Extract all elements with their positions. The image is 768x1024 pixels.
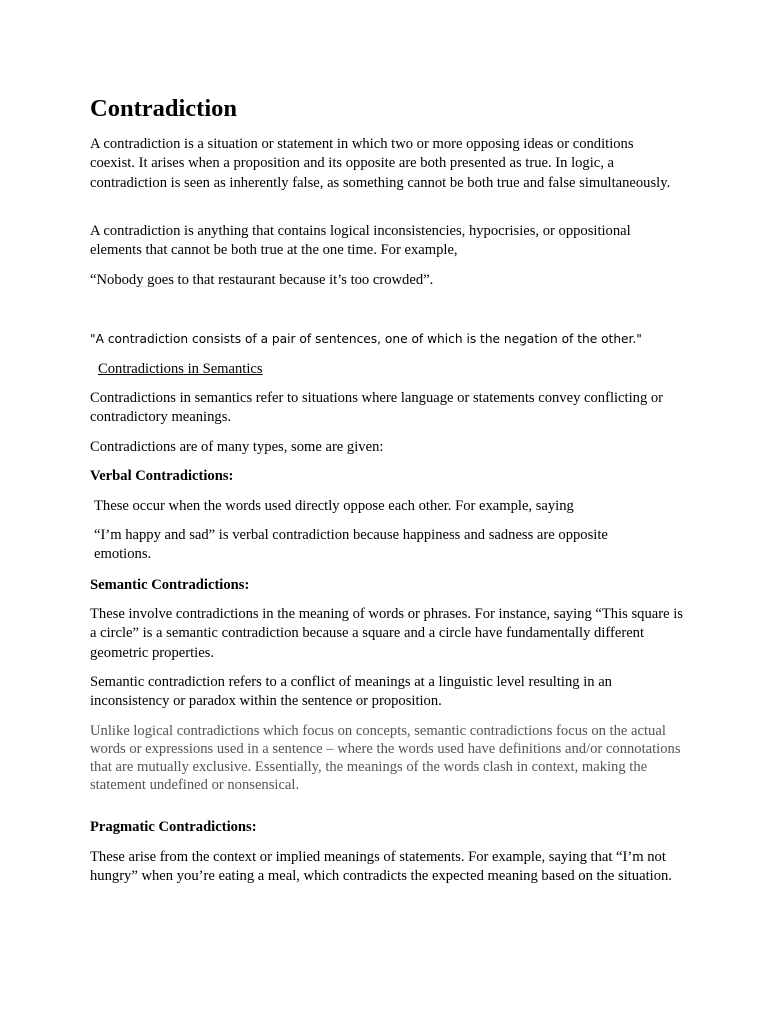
semantic-text: These involve contradictions in the meaning of words or phrases. For instance, saying “This square is a circle” is a semantic contradiction because a square and a circle have fundamentally different geometric properties.	[90, 606, 683, 661]
example-quote: “Nobody goes to that restaurant because it’s too crowded”.	[90, 272, 434, 288]
semantic-heading: Semantic Contradictions:	[90, 577, 250, 593]
pragmatic-heading: Pragmatic Contradictions:	[90, 819, 257, 835]
page-title: Contradiction	[90, 95, 237, 122]
pair-quote: "A contradiction consists of a pair of sentences, one of which is the negation of the other."	[90, 332, 642, 346]
semantics-intro-paragraph: Contradictions in semantics refer to situations where language or statements convey conflicting or contradictory meanings.	[90, 390, 664, 426]
pragmatic-text: These arise from the context or implied meanings of statements. For example, saying that “I’m not hungry” when you’re eating a meal, which contradicts the expected meaning based on the situation.	[90, 849, 672, 885]
intro-paragraph: A contradiction is a situation or statement in which two or more opposing ideas or conditions coexist. It arises when a proposition and its opposite are both presented as true. In logic, a contradiction is seen as inherently false, as something cannot be both true and false simultaneously.	[90, 136, 671, 191]
types-intro-paragraph: Contradictions are of many types, some are given:	[90, 439, 384, 455]
semantic-note: Unlike logical contradictions which focus on concepts, semantic contradictions focus on the actual words or expressions used in a sentence – where the words used have definitions and/or connotations that are mutually exclusive. Essentially, the meanings of the words clash in context, making the statement undefined or nonsensical.	[90, 723, 681, 793]
verbal-text: These occur when the words used directly oppose each other. For example, saying	[94, 498, 574, 514]
semantic-definition: Semantic contradiction refers to a conflict of meanings at a linguistic level resulting in an inconsistency or paradox within the sentence or proposition.	[90, 674, 612, 710]
definition-paragraph: A contradiction is anything that contains logical inconsistencies, hypocrisies, or oppositional elements that cannot be both true at the one time. For example,	[90, 223, 631, 259]
verbal-heading: Verbal Contradictions:	[90, 468, 234, 484]
semantics-heading: Contradictions in Semantics	[98, 361, 263, 377]
verbal-example: “I’m happy and sad” is verbal contradiction because happiness and sadness are opposite emotions.	[94, 527, 608, 563]
